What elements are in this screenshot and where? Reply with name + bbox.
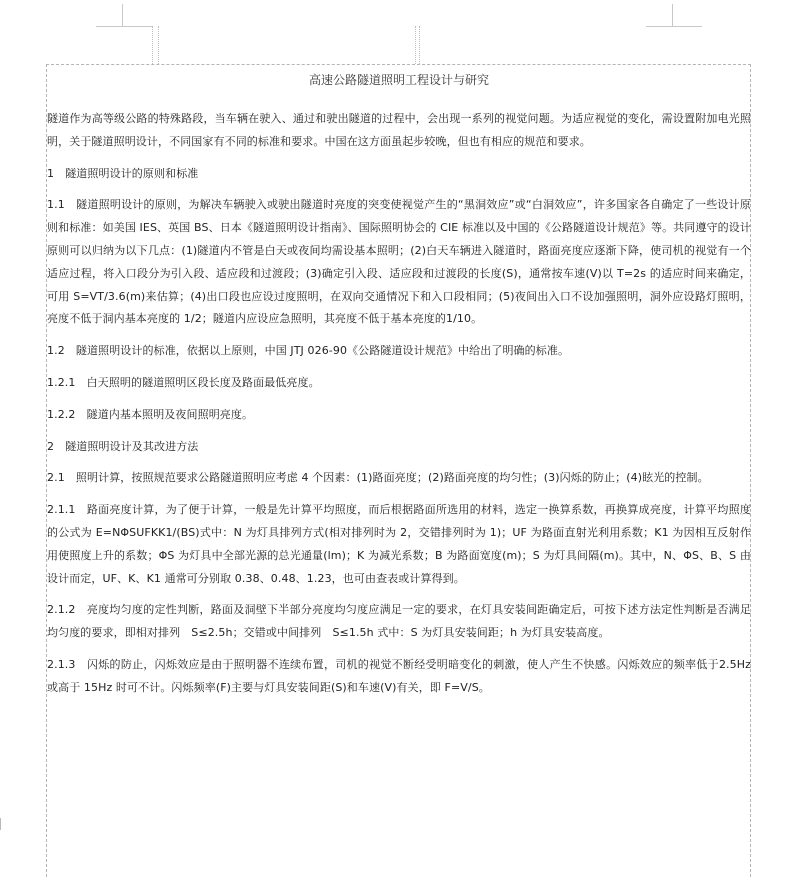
heading-section-1: 1 隧道照明设计的原则和标准 (47, 166, 199, 180)
paragraph-2-1-1: 2.1.1 路面亮度计算，为了便于计算，一般是先计算平均照度，而后根据路面所选用的材料，选定一换算系数，再换算成亮度，计算平均照度的公式为 E=NΦSUFKK1/(BS)式中：N 为灯具排列方式(相对排列时为 2，交错排列时为 1)；UF 为路面直射光利用系数；K1 为因相互反射作用使照度上升的系数；ΦS 为灯具中全部光源的总光通量(lm)；K 为减光系数；B 为路面宽度(m)；S 为灯具间隔(m)。其中，N、ΦS、B、S 由设计而定，UF、K、K1 通常可分别取 0.38、0.48、1.23，也可由查表或计算得到。 (47, 503, 751, 585)
paragraph-intro: 隧道作为高等级公路的特殊路段，当车辆在驶入、通过和驶出隧道的过程中，会出现一系列的视觉问题。为适应视觉的变化，需设置附加电光照明，关于隧道照明设计，不同国家有不同的标准和要求。中国在这方面虽起步较晚，但也有相应的规范和要求。 (47, 112, 751, 148)
paragraph-2-1: 2.1 照明计算，按照规范要求公路隧道照明应考虑 4 个因素：(1)路面亮度；(2)路面亮度的均匀性；(3)闪烁的防止；(4)眩光的控制。 (47, 471, 709, 485)
crop-mark-top-right-vertical (672, 4, 673, 26)
paragraph-2-1-2: 2.1.2 亮度均匀度的定性判断，路面及洞壁下半部分亮度均匀度应满足一定的要求，在灯具安装间距确定后，可按下述方法定性判断是否满足均匀度的要求，即相对排列 S≤2.5h；交错或中间排列 S≤1.5h 式中：S 为灯具安装间距；h 为灯具安装高度。 (47, 603, 751, 640)
crop-mark-top-left (96, 26, 152, 27)
heading-section-2: 2 隧道照明设计及其改进方法 (47, 439, 199, 453)
paragraph-1-2-1: 1.2.1 白天照明的隧道照明区段长度及路面最低亮度。 (47, 375, 320, 389)
crop-mark-top-right (646, 26, 702, 27)
header-column-middle (415, 26, 420, 64)
paragraph-1-2-2: 1.2.2 隧道内基本照明及夜间照明亮度。 (47, 407, 254, 421)
document-body (47, 70, 751, 700)
document-title: 高速公路隧道照明工程设计与研究 (308, 73, 489, 87)
paragraph-1-2: 1.2 隧道照明设计的标准，依据以上原则，中国 JTJ 026-90《公路隧道设计规范》中给出了明确的标准。 (47, 344, 570, 358)
crop-mark-top-left-vertical (122, 4, 123, 26)
paragraph-2-1-3: 2.1.3 闪烁的防止，闪烁效应是由于照明器不连续布置，司机的视觉不断经受明暗变化的刺激，使人产生不快感。闪烁效应的频率低于2.5Hz 或高于 15Hz 时可不计。闪烁频率(F)主要与灯具安装间距(S)和车速(V)有关，即 F=V/S。 (47, 657, 751, 694)
page-header (0, 0, 798, 64)
header-column-left (152, 26, 159, 64)
paragraph-1-1: 1.1 隧道照明设计的原则，为解决车辆驶入或驶出隧道时亮度的突变使视觉产生的“黑洞效应”或“白洞效应”，许多国家各自确定了一些设计原则和标准：如美国 IES、英国 BS、日本《隧道照明设计指南》、国际照明协会的 CIE 标准以及中国的《公路隧道设计规范》等。共同遵守的设计原则可以归纳为以下几点：(1)隧道内不管是白天或夜间均需设基本照明；(2)白天车辆进入隧道时，路面亮度应逐渐下降，使司机的视觉有一个适应过程，将入口段分为引入段、适应段和过渡段；(3)确定引入段、适应段和过渡段的长度(S)，通常按车速(V)以 T=2s 的适应时间来确定，可用 S=VT/3.6(m)来估算；(4)出口段也应设过度照明，在双向交通情况下和入口段相同；(5)夜间出入口不设加强照明，洞外应设路灯照明，亮度不低于洞内基本亮度的 1/2；隧道内应设应急照明，其亮度不低于基本亮度的1/10。 (47, 198, 751, 326)
page-edge-marker (0, 818, 3, 830)
